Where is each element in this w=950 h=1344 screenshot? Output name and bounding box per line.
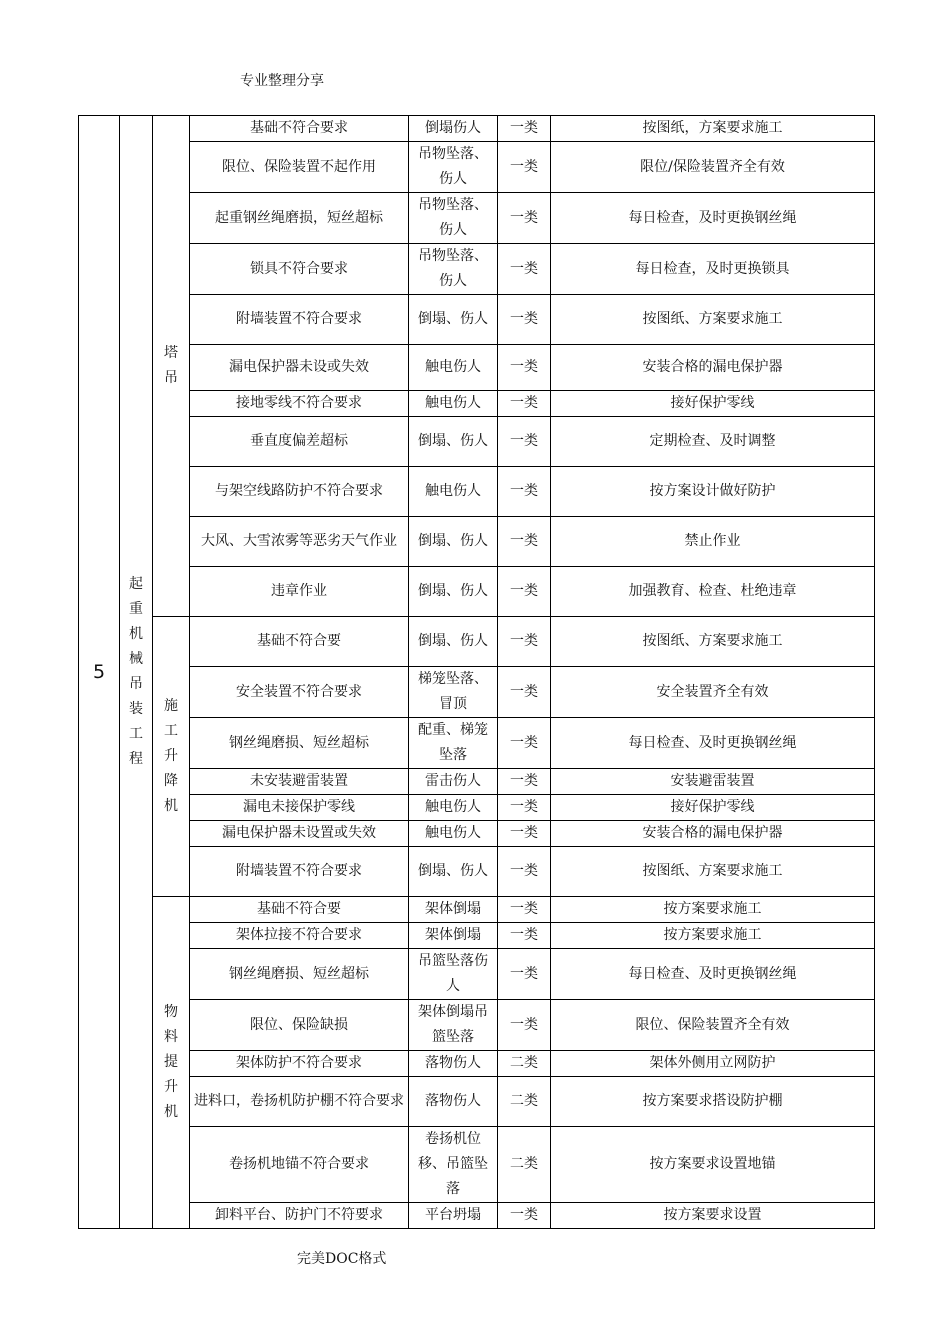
measure-cell: 安全装置齐全有效 [551,667,875,718]
consequence-cell: 触电伤人 [409,345,498,391]
measure-cell: 按方案设计做好防护 [551,467,875,517]
table-row [79,1203,875,1229]
measure-cell: 安装合格的漏电保护器 [551,821,875,847]
page-header: 专业整理分享 [240,73,324,89]
table-row [79,1077,875,1127]
measure-cell: 限位、保险装置齐全有效 [551,1000,875,1051]
measure-cell: 按方案要求施工 [551,897,875,923]
table-row [79,1000,875,1051]
project-name-text: 起重机械吊装工程 [129,576,143,767]
consequence-cell: 触电伤人 [409,467,498,517]
hazard-cell: 进料口，卷扬机防护棚不符合要求 [190,1077,409,1127]
measure-cell: 接好保护零线 [551,391,875,417]
hazard-cell: 附墙装置不符合要求 [190,847,409,897]
level-cell: 一类 [498,821,551,847]
measure-cell: 禁止作业 [551,517,875,567]
hazard-cell: 与架空线路防护不符合要求 [190,467,409,517]
consequence-cell: 倒塌、伤人 [409,617,498,667]
measure-cell: 架体外侧用立网防护 [551,1051,875,1077]
equipment-group-name: 塔吊 [164,345,178,386]
measure-cell: 按方案要求施工 [551,923,875,949]
level-cell: 一类 [498,718,551,769]
level-cell: 一类 [498,517,551,567]
hazard-cell: 卷扬机地锚不符合要求 [190,1127,409,1203]
measure-cell: 每日检查、及时更换钢丝绳 [551,949,875,1000]
consequence-cell: 落物伤人 [409,1051,498,1077]
measure-cell: 安装合格的漏电保护器 [551,345,875,391]
table-row [79,1127,875,1203]
consequence-cell: 卷扬机位移、吊篮坠落 [409,1127,498,1203]
item-number-cell: 5 [79,116,120,1229]
consequence-cell: 架体倒塌 [409,923,498,949]
project-name-cell [120,116,153,1229]
consequence-cell: 吊篮坠落伤人 [409,949,498,1000]
consequence-cell: 雷击伤人 [409,769,498,795]
measure-cell: 限位/保险装置齐全有效 [551,142,875,193]
table-row [79,847,875,897]
hazard-cell: 漏电保护器未设置或失效 [190,821,409,847]
table-row [79,391,875,417]
consequence-cell: 架体倒塌吊篮坠落 [409,1000,498,1051]
consequence-cell: 倒塌伤人 [409,116,498,142]
hazard-table [78,115,875,1229]
level-cell: 二类 [498,1127,551,1203]
consequence-cell: 吊物坠落、伤人 [409,193,498,244]
hazard-cell: 违章作业 [190,567,409,617]
measure-cell: 加强教育、检查、杜绝违章 [551,567,875,617]
measure-cell: 按图纸、方案要求施工 [551,617,875,667]
table-row [79,244,875,295]
level-cell: 一类 [498,193,551,244]
consequence-cell: 触电伤人 [409,391,498,417]
level-cell: 一类 [498,923,551,949]
consequence-cell: 倒塌、伤人 [409,417,498,467]
consequence-cell: 架体倒塌 [409,897,498,923]
table-row [79,517,875,567]
table-row [79,821,875,847]
level-cell: 一类 [498,847,551,897]
table-row [79,718,875,769]
table-row [79,923,875,949]
measure-cell: 接好保护零线 [551,795,875,821]
hazard-cell: 垂直度偏差超标 [190,417,409,467]
table-row [79,116,875,142]
hazard-cell: 未安装避雷装置 [190,769,409,795]
measure-cell: 每日检查、及时更换钢丝绳 [551,718,875,769]
measure-cell: 按方案要求设置 [551,1203,875,1229]
hazard-cell: 限位、保险缺损 [190,1000,409,1051]
level-cell: 一类 [498,567,551,617]
table-row [79,795,875,821]
hazard-cell: 基础不符合要 [190,617,409,667]
table-row [79,949,875,1000]
table-row [79,567,875,617]
level-cell: 二类 [498,1077,551,1127]
table-row [79,193,875,244]
measure-cell: 每日检查，及时更换钢丝绳 [551,193,875,244]
consequence-cell: 吊物坠落、伤人 [409,142,498,193]
consequence-cell: 倒塌、伤人 [409,567,498,617]
hazard-cell: 附墙装置不符合要求 [190,295,409,345]
hazard-cell: 架体防护不符合要求 [190,1051,409,1077]
measure-cell: 按图纸，方案要求施工 [551,116,875,142]
consequence-cell: 倒塌、伤人 [409,517,498,567]
table-row [79,769,875,795]
level-cell: 一类 [498,295,551,345]
level-cell: 一类 [498,795,551,821]
consequence-cell: 倒塌、伤人 [409,295,498,345]
measure-cell: 定期检查、及时调整 [551,417,875,467]
hazard-cell: 钢丝绳磨损、短丝超标 [190,718,409,769]
consequence-cell: 梯笼坠落、冒顶 [409,667,498,718]
level-cell: 一类 [498,769,551,795]
table-row [79,417,875,467]
consequence-cell: 倒塌、伤人 [409,847,498,897]
hazard-cell: 大风、大雪浓雾等恶劣天气作业 [190,517,409,567]
table-row [79,667,875,718]
consequence-cell: 配重、梯笼坠落 [409,718,498,769]
hazard-cell: 基础不符合要求 [190,116,409,142]
level-cell: 一类 [498,949,551,1000]
measure-cell: 按方案要求设置地锚 [551,1127,875,1203]
measure-cell: 每日检查，及时更换锁具 [551,244,875,295]
equipment-group-name: 施工升降机 [164,698,178,814]
level-cell: 一类 [498,1203,551,1229]
hazard-cell: 接地零线不符合要求 [190,391,409,417]
consequence-cell: 平台坍塌 [409,1203,498,1229]
equipment-group-name: 物料提升机 [164,1004,178,1120]
measure-cell: 按图纸、方案要求施工 [551,295,875,345]
level-cell: 二类 [498,1051,551,1077]
level-cell: 一类 [498,142,551,193]
level-cell: 一类 [498,467,551,517]
hazard-table-body [79,116,875,1229]
table-row [79,617,875,667]
level-cell: 一类 [498,391,551,417]
consequence-cell: 触电伤人 [409,795,498,821]
consequence-cell: 吊物坠落、伤人 [409,244,498,295]
hazard-cell: 漏电未接保护零线 [190,795,409,821]
hazard-cell: 基础不符合要 [190,897,409,923]
table-row [79,897,875,923]
table-row [79,142,875,193]
equipment-group-cell [153,617,190,897]
equipment-group-cell [153,897,190,1229]
hazard-cell: 安全装置不符合要求 [190,667,409,718]
level-cell: 一类 [498,667,551,718]
table-row [79,295,875,345]
level-cell: 一类 [498,345,551,391]
level-cell: 一类 [498,897,551,923]
consequence-cell: 落物伤人 [409,1077,498,1127]
level-cell: 一类 [498,417,551,467]
level-cell: 一类 [498,116,551,142]
page-footer: 完美DOC格式 [297,1251,387,1267]
level-cell: 一类 [498,1000,551,1051]
equipment-group-cell [153,116,190,617]
hazard-cell: 锁具不符合要求 [190,244,409,295]
hazard-cell: 漏电保护器未设或失效 [190,345,409,391]
hazard-cell: 限位、保险装置不起作用 [190,142,409,193]
measure-cell: 按方案要求搭设防护棚 [551,1077,875,1127]
hazard-cell: 起重钢丝绳磨损，短丝超标 [190,193,409,244]
level-cell: 一类 [498,244,551,295]
hazard-cell: 卸料平台、防护门不符要求 [190,1203,409,1229]
table-row [79,467,875,517]
measure-cell: 按图纸、方案要求施工 [551,847,875,897]
consequence-cell: 触电伤人 [409,821,498,847]
table-row [79,345,875,391]
measure-cell: 安装避雷装置 [551,769,875,795]
table-row [79,1051,875,1077]
hazard-cell: 钢丝绳磨损、短丝超标 [190,949,409,1000]
level-cell: 一类 [498,617,551,667]
hazard-cell: 架体拉接不符合要求 [190,923,409,949]
